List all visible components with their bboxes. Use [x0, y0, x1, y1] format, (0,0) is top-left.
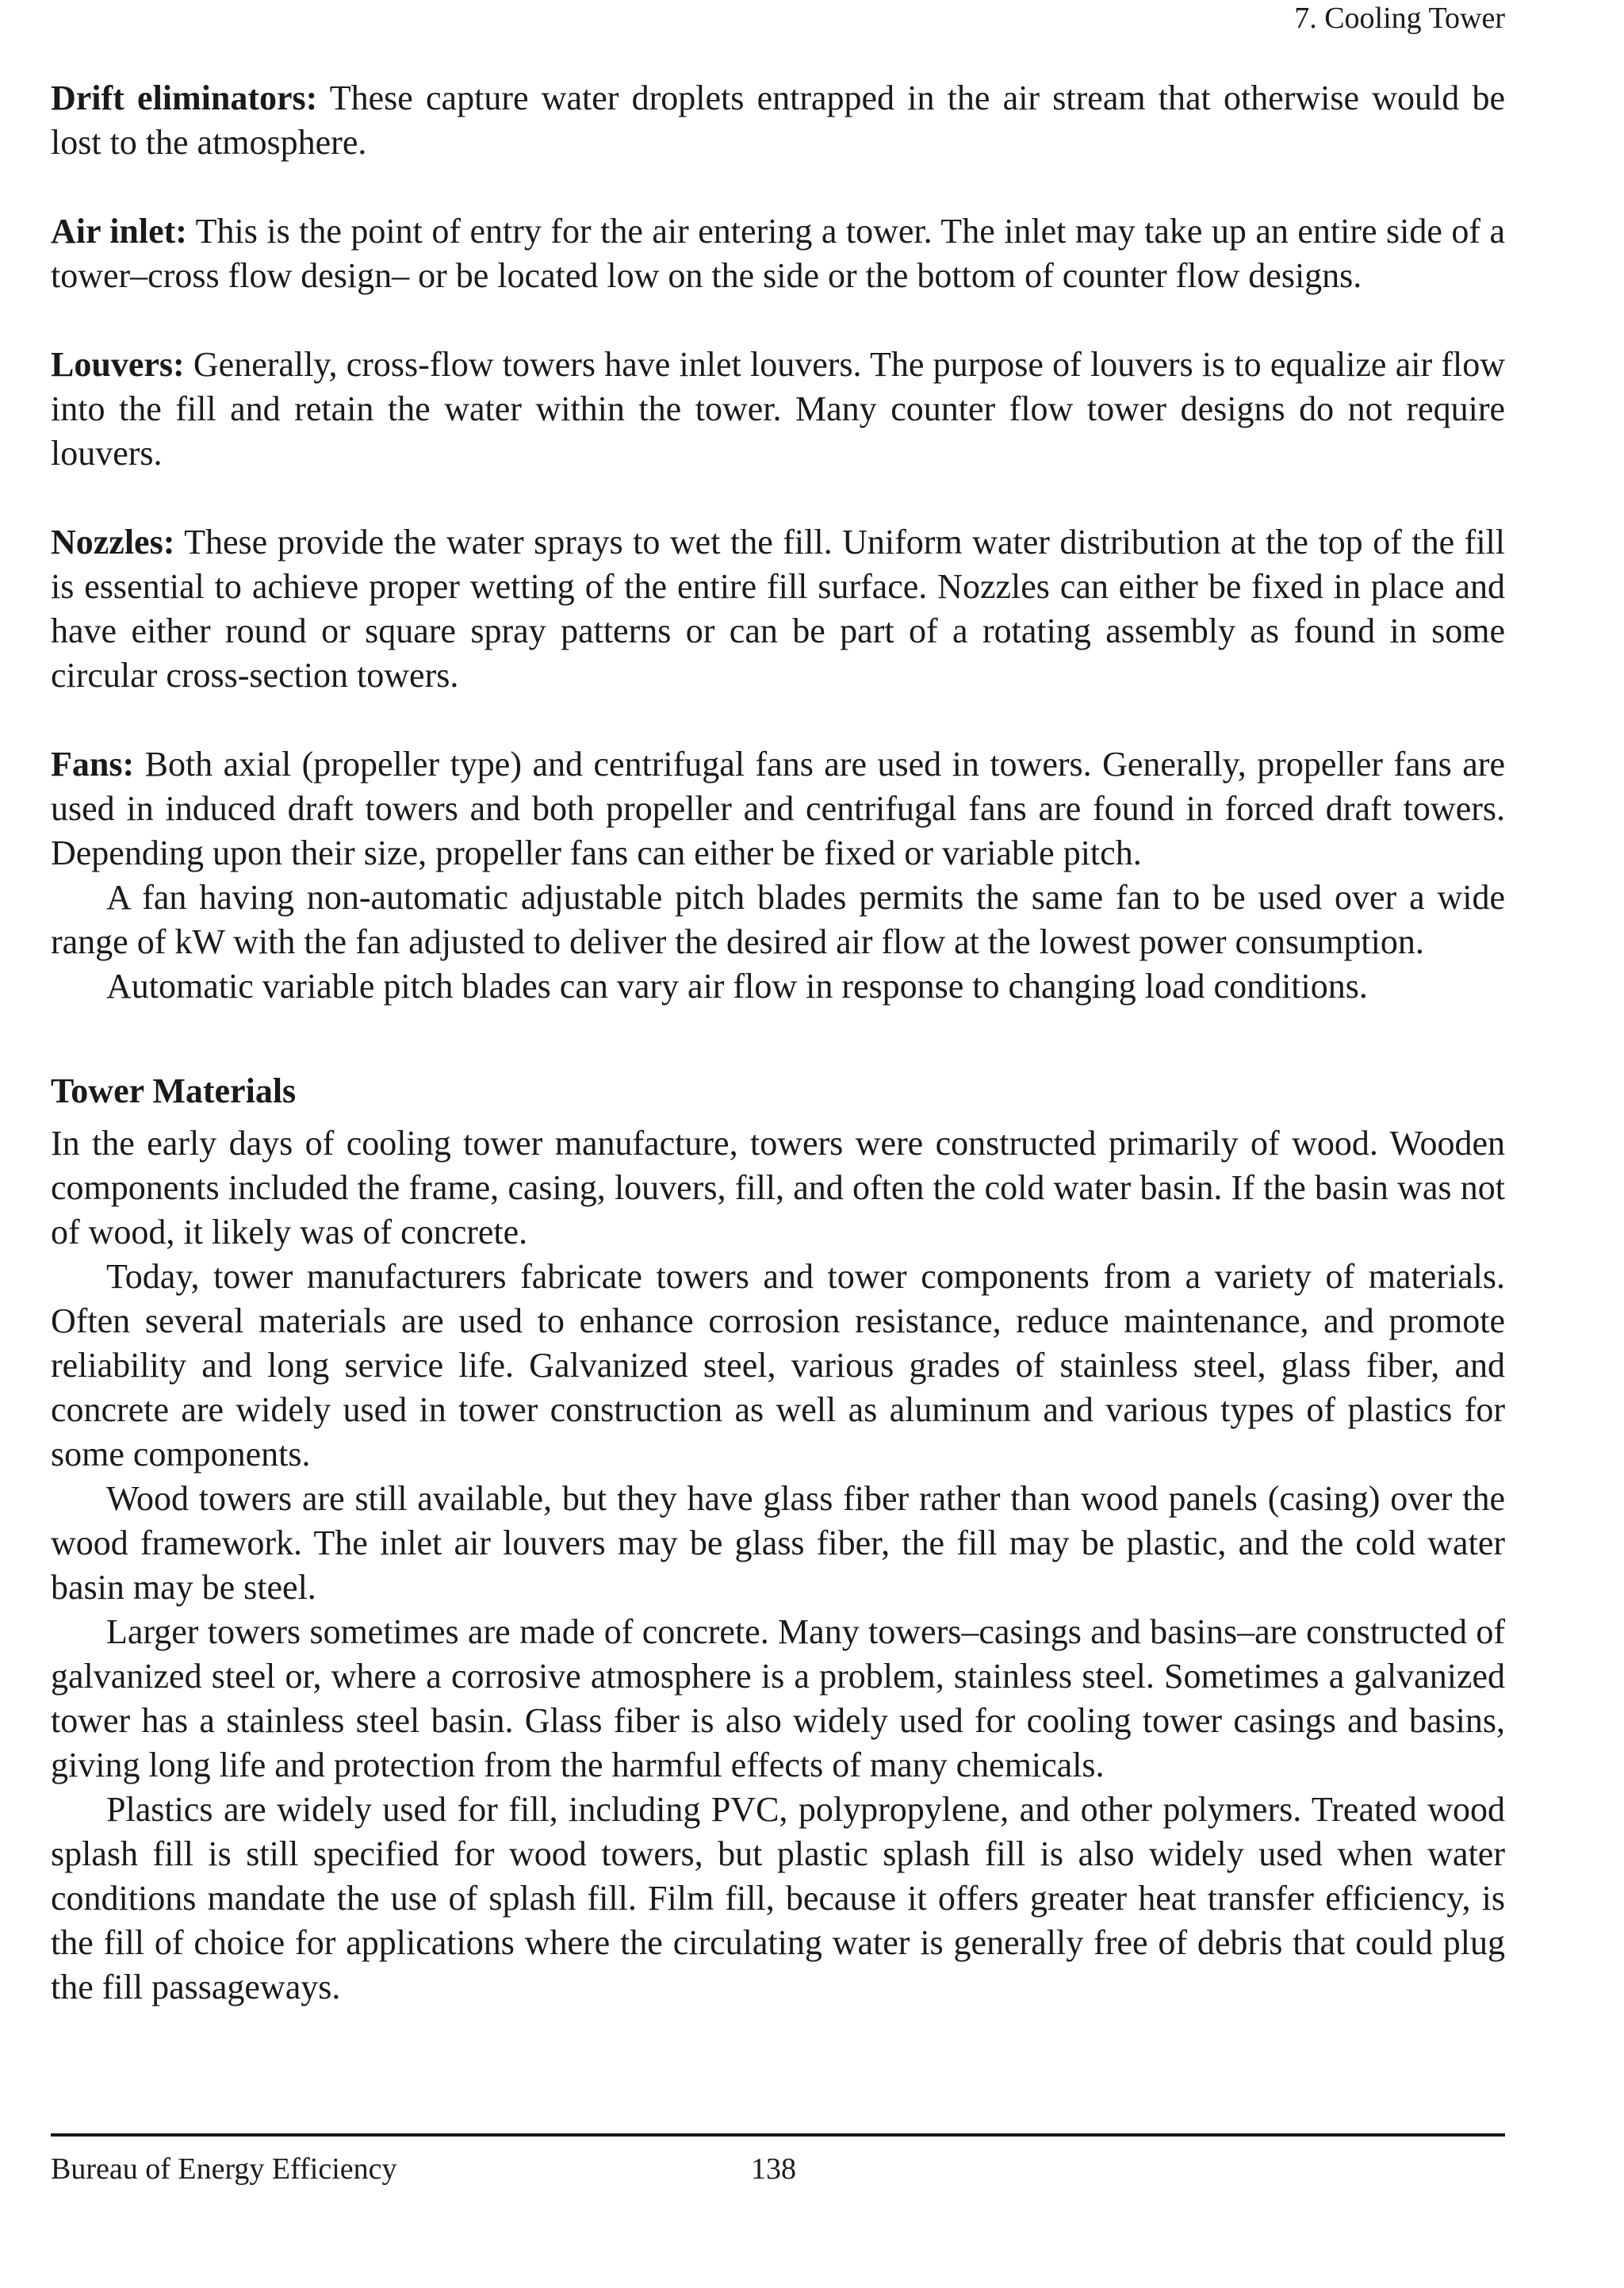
- footer-publisher: Bureau of Energy Efficiency: [51, 2152, 397, 2186]
- paragraph-air-inlet: [51, 209, 1505, 298]
- text-fans: Both axial (propeller type) and centrifugal fans are used in towers. Generally, propeller fans are used in induced draft towers and both propeller and centrifugal fans are found in forced draft towers. Depending upon their size, propeller fans can either be fixed or variable pitch.: [51, 745, 1505, 872]
- paragraph-nozzles: [51, 520, 1505, 698]
- text-nozzles: These provide the water sprays to wet the fill. Uniform water distribution at the top of the fill is essential to achieve proper wetting of the entire fill surface. Nozzles can either be fixed in place and have either round or square spray patterns or can be part of a rotating assembly as found in some circular cross-section towers.: [51, 523, 1505, 695]
- paragraph-drift-eliminators: [51, 76, 1505, 165]
- text-louvers: Generally, cross-flow towers have inlet louvers. The purpose of louvers is to equalize air flow into the fill and retain the water within the tower. Many counter flow tower designs do not require louvers.: [51, 345, 1505, 473]
- term-louvers: Louvers:: [51, 345, 185, 384]
- term-air-inlet: Air inlet:: [51, 212, 187, 251]
- paragraph-materials-5: Plastics are widely used for fill, including PVC, polypropylene, and other polymers. Treated wood splash fill is still specified for wood towers, but plastic splash fill is also widely used when water conditions mandate the use of splash fill. Film fill, because it offers greater heat transfer efficiency, is the fill of choice for applications where the circulating water is generally free of debris that could plug the fill passageways.: [51, 1790, 1505, 2006]
- paragraph-materials-4: Larger towers sometimes are made of concrete. Many towers–casings and basins–are constructed of galvanized steel or, where a corrosive atmosphere is a problem, stainless steel. Sometimes a galvanized tower has a stainless steel basin. Glass fiber is also widely used for cooling tower casings and basins, giving long life and protection from the harmful effects of many chemicals.: [51, 1612, 1505, 1784]
- page-body: [51, 76, 1505, 2010]
- term-nozzles: Nozzles:: [51, 523, 175, 561]
- section-heading-tower-materials: Tower Materials: [51, 1071, 297, 1110]
- paragraph-materials-3: Wood towers are still available, but they have glass fiber rather than wood panels (casing) over the wood framework. The inlet air louvers may be glass fiber, the fill may be plastic, and the cold water basin may be steel.: [51, 1479, 1505, 1607]
- footer-page-number: 138: [751, 2152, 796, 2186]
- text-drift-eliminators: These capture water droplets entrapped in the air stream that otherwise would be lost to the atmosphere.: [51, 79, 1505, 162]
- paragraph-fans-adjustable-pitch: A fan having non-automatic adjustable pitch blades permits the same fan to be used over a wide range of kW with the fan adjusted to deliver the desired air flow at the lowest power consumption.: [51, 878, 1505, 961]
- footer-rule: [51, 2133, 1505, 2137]
- term-fans: Fans:: [51, 745, 135, 784]
- paragraph-louvers: [51, 343, 1505, 476]
- paragraph-fans: [51, 742, 1505, 876]
- paragraph-fans-variable-pitch: Automatic variable pitch blades can vary air flow in response to changing load conditions.: [106, 967, 1368, 1006]
- paragraph-materials-1: In the early days of cooling tower manufacture, towers were constructed primarily of wood. Wooden components included the frame, casing, louvers, fill, and often the cold water basin. If the basin was not of wood, it likely was of concrete.: [51, 1124, 1505, 1251]
- text-air-inlet: This is the point of entry for the air entering a tower. The inlet may take up an entire side of a tower–cross flow design– or be located low on the side or the bottom of counter flow designs.: [51, 212, 1505, 295]
- term-drift-eliminators: Drift eliminators:: [51, 79, 318, 117]
- paragraph-materials-2: Today, tower manufacturers fabricate towers and tower components from a variety of materials. Often several materials are used to enhance corrosion resistance, reduce maintenance, and promote reliability and long service life. Galvanized steel, various grades of stainless steel, glass fiber, and concrete are widely used in tower construction as well as aluminum and various types of plastics for some components.: [51, 1257, 1505, 1474]
- running-header: 7. Cooling Tower: [1294, 2, 1505, 35]
